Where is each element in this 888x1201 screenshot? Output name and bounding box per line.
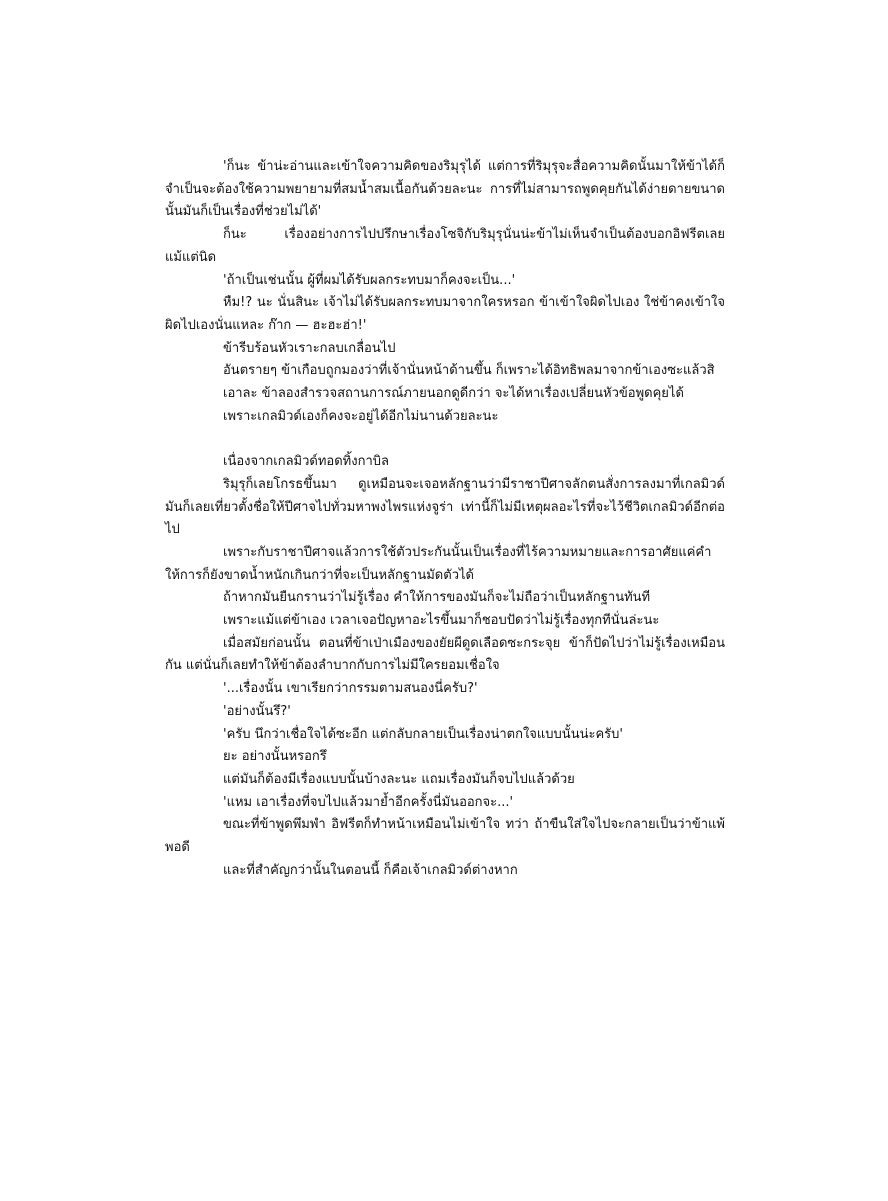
paragraph: 'ก็นะ ข้าน่ะอ่านและเข้าใจความคิดของริมุรุได้ แต่การที่ริมุรุจะสื่อความคิดนั้นมาให้ข้าได้ก็จำเป็นจะต้องใช้ความพยายามที่สมน้ำสมเนื้อกันด้วยละนะ การที่ไม่สามารถพูดคุยกันได้ง่ายดายขนาดนั้นมันก็เป็นเรื่องที่ช่วยไม่ได้' [165, 159, 725, 220]
section-break [165, 428, 725, 451]
paragraph: เอาละ ข้าลองสำรวจสถานการณ์ภายนอกดูดีกว่า จะได้หาเรื่องเปลี่ยนหัวข้อพูดคุยได้ [223, 386, 684, 402]
paragraph: ก็นะ เรื่องอย่างการไปปรึกษาเรื่องโซจิกับริมุรุนั่นน่ะข้าไม่เห็นจำเป็นต้องบอกอิฟรีตเลยแม้แต่นิด [165, 227, 725, 265]
paragraph: เมื่อสมัยก่อนนั้น ตอนที่ข้าเป่าเมืองของยัยผีดูดเลือดซะกระจุย ข้าก็ปัดไปว่าไม่รู้เรื่องเหมือนกัน แต่นั่นก็เลยทำให้ข้าต้องลำบากกับการไม่มีใครยอมเชื่อใจ [165, 635, 725, 674]
body-text [165, 156, 725, 882]
paragraph: เพราะเกลมิวด์เองก็คงจะอยู่ได้อีกไม่นานด้วยละนะ [223, 408, 499, 424]
paragraph: หืม!? นะ นั่นสินะ เจ้าไม่ได้รับผลกระทบมาจากใครหรอก ข้าเข้าใจผิดไปเอง ใช่ข้าคงเข้าใจผิดไปเองนั่นแหละ ก๊าก — ฮะฮะฮ่า!' [165, 295, 725, 333]
paragraph: ขณะที่ข้าพูดพึมพำ อิฟรีตก็ทำหน้าเหมือนไม่เข้าใจ ทว่า ถ้าขืนใส่ใจไปจะกลายเป็นว่าข้าแพ้พอดี [165, 817, 725, 856]
paragraph: เนื่องจากเกลมิวด์ทอดทิ้งกาบิล [223, 454, 389, 470]
paragraph: เพราะแม้แต่ข้าเอง เวลาเจอปัญหาอะไรขึ้นมาก็ชอบปัดว่าไม่รู้เรื่องทุกทีนั่นล่ะนะ [223, 613, 660, 629]
paragraph: '...เรื่องนั้น เขาเรียกว่ากรรมตามสนองนี่ครับ?' [223, 681, 478, 697]
paragraph: ถ้าหากมันยืนกรานว่าไม่รู้เรื่อง คำให้การของมันก็จะไม่ถือว่าเป็นหลักฐานทันที [223, 590, 651, 606]
paragraph: อันตรายๆ ข้าเกือบถูกมองว่าที่เจ้านั่นหน้าด้านขึ้น ก็เพราะได้อิทธิพลมาจากข้าเองซะแล้วสิ [223, 363, 715, 379]
paragraph: 'ครับ นึกว่าเชื่อใจได้ซะอีก แต่กลับกลายเป็นเรื่องน่าตกใจแบบนั้นน่ะครับ' [223, 726, 623, 742]
paragraph: ยะ อย่างนั้นหรอกรึ [223, 749, 327, 765]
paragraph: ริมุรุก็เลยโกรธขึ้นมา ดูเหมือนจะเจอหลักฐานว่ามีราชาปีศาจลักตนสั่งการลงมาที่เกลมิวด์ มันก็เลยเที่ยวตั้งชื่อให้ปีศาจไปทั่วมหาพงไพรแห่งจูร่า เท่านี้ก็ไม่มีเหตุผลอะไรที่จะไว้ชีวิตเกลมิวด์อีกต่อไป [165, 476, 725, 538]
paragraph: 'อย่างนั้นรึ?' [223, 703, 291, 719]
paragraph: ข้ารีบร้อนหัวเราะกลบเกลื่อนไป [223, 340, 396, 356]
paragraph: แต่มันก็ต้องมีเรื่องแบบนั้นบ้างละนะ แถมเรื่องมันก็จบไปแล้วด้วย [223, 771, 575, 787]
paragraph: 'แหม เอาเรื่องที่จบไปแล้วมาย้ำอีกครั้งนี่มันออกจะ...' [223, 794, 514, 810]
paragraph: 'ถ้าเป็นเช่นนั้น ผู้ที่ผมได้รับผลกระทบมาก็คงจะเป็น...' [223, 272, 516, 288]
paragraph: และที่สำคัญกว่านั้นในตอนนี้ ก็คือเจ้าเกลมิวด์ต่างหาก [223, 862, 518, 878]
paragraph: เพราะกับราชาปีศาจแล้วการใช้ตัวประกันนั้นเป็นเรื่องที่ไร้ความหมายและการอาศัยแค่คำให้การก็ยังขาดน้ำหนักเกินกว่าที่จะเป็นหลักฐานมัดตัวได้ [165, 544, 712, 583]
